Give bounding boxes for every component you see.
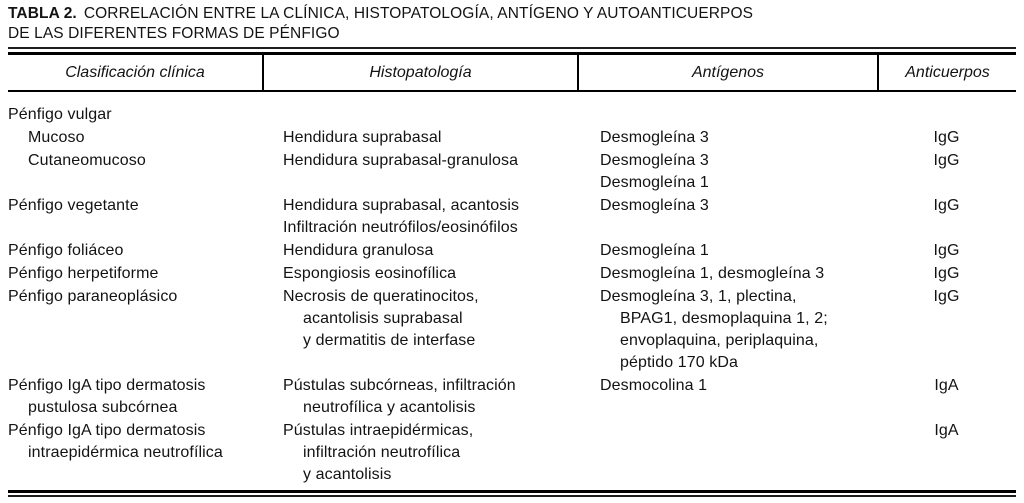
cell-histopatologia: [262, 263, 577, 285]
table-row: [8, 150, 1016, 194]
table-row: [8, 240, 1016, 262]
cell-line: Pénfigo herpetiforme: [8, 265, 159, 282]
cell-line: IgG: [933, 288, 960, 305]
cell-histopatologia: [262, 195, 577, 239]
cell-line: IgA: [934, 377, 959, 394]
cell-line: Infiltración neutrófilos/eosinófilos: [283, 219, 518, 236]
cell-line: Cutaneomucoso: [28, 152, 146, 169]
table-caption-text: CORRELACIÓN ENTRE LA CLÍNICA, HISTOPATOLOGÍA, ANTÍGENO Y AUTOANTICUERPOS: [83, 5, 754, 22]
cell-anticuerpos: [877, 286, 1016, 374]
bottom-rule-thick: [8, 490, 1016, 493]
cell-line: Desmogleína 3: [600, 129, 709, 146]
cell-line: Desmogleína 3: [600, 152, 709, 169]
cell-antigenos: [577, 240, 877, 262]
cell-line: envoplaquina, periplaquina,: [620, 332, 819, 349]
table-row: [8, 195, 1016, 239]
cell-antigenos: [577, 104, 877, 126]
cell-line: IgG: [933, 152, 960, 169]
cell-line: Pénfigo paraneoplásico: [8, 288, 178, 305]
cell-antigenos: [577, 150, 877, 194]
cell-line: Hendidura suprabasal-granulosa: [283, 152, 519, 169]
cell-clasificacion: [8, 195, 262, 239]
table-header-row: [8, 55, 1016, 92]
cell-line: IgG: [933, 265, 960, 282]
cell-line: pustulosa subcórnea: [28, 399, 178, 416]
cell-anticuerpos: [877, 375, 1016, 419]
cell-line: y dermatitis de interfase: [303, 332, 476, 349]
column-header-anticuerpos: Anticuerpos: [877, 55, 1016, 90]
cell-clasificacion: [8, 286, 262, 374]
cell-line: Hendidura granulosa: [283, 242, 434, 259]
table-caption: [8, 4, 1024, 44]
cell-antigenos: [577, 286, 877, 374]
cell-line: Desmogleína 1, desmogleína 3: [600, 265, 825, 282]
cell-line: BPAG1, desmoplaquina 1, 2;: [620, 310, 828, 327]
table-caption-line2: DE LAS DIFERENTES FORMAS DE PÉNFIGO: [8, 25, 340, 42]
cell-histopatologia: [262, 375, 577, 419]
cell-antigenos: [577, 127, 877, 149]
table-row: [8, 104, 1016, 126]
cell-line: Desmocolina 1: [600, 377, 708, 394]
column-header-clasificacion-clinica: Clasificación clínica: [65, 64, 205, 81]
pemphigus-correlation-table-figure: [0, 4, 1024, 503]
cell-line: y acantolisis: [303, 466, 392, 483]
cell-line: péptido 170 kDa: [620, 354, 739, 371]
cell-antigenos: [577, 375, 877, 419]
cell-anticuerpos: [877, 263, 1016, 285]
cell-line: neutrofílica y acantolisis: [303, 399, 476, 416]
cell-anticuerpos: [877, 104, 1016, 126]
table-caption-line1: [8, 4, 1024, 24]
cell-clasificacion: [8, 263, 262, 285]
cell-clasificacion: [8, 127, 262, 149]
cell-histopatologia: [262, 150, 577, 194]
cell-antigenos: [577, 263, 877, 285]
table-row: [8, 263, 1016, 285]
cell-histopatologia: [262, 240, 577, 262]
cell-clasificacion: [8, 104, 262, 126]
table-row: [8, 375, 1016, 419]
cell-antigenos: [577, 420, 877, 486]
cell-histopatologia: [262, 104, 577, 126]
cell-clasificacion: [8, 150, 262, 194]
cell-line: IgA: [934, 422, 959, 439]
cell-clasificacion: [8, 240, 262, 262]
cell-antigenos: [577, 195, 877, 239]
cell-line: Pénfigo foliáceo: [8, 242, 124, 259]
cell-line: Desmogleína 3, 1, plectina,: [600, 288, 797, 305]
cell-line: infiltración neutrofílica: [303, 444, 461, 461]
bottom-rule-thin: [8, 495, 1016, 497]
cell-line: IgG: [933, 129, 960, 146]
cell-line: Pénfigo vulgar: [8, 106, 112, 123]
cell-anticuerpos: [877, 150, 1016, 194]
cell-line: Pústulas intraepidérmicas,: [283, 422, 474, 439]
cell-line: Hendidura suprabasal, acantosis: [283, 197, 520, 214]
cell-anticuerpos: [877, 240, 1016, 262]
cell-clasificacion: [8, 420, 262, 486]
cell-line: Pústulas subcórneas, infiltración: [283, 377, 516, 394]
cell-anticuerpos: [877, 420, 1016, 486]
cell-histopatologia: [262, 420, 577, 486]
cell-clasificacion: [8, 375, 262, 419]
cell-line: IgG: [933, 242, 960, 259]
column-header-antigenos: Antígenos: [577, 55, 877, 90]
cell-line: Pénfigo vegetante: [8, 197, 139, 214]
cell-line: Pénfigo IgA tipo dermatosis: [8, 422, 206, 439]
cell-anticuerpos: [877, 127, 1016, 149]
column-header-histopatologia: Histopatología: [262, 55, 577, 90]
cell-line: Desmogleína 1: [600, 174, 709, 191]
table-row: [8, 420, 1016, 486]
cell-line: IgG: [933, 197, 960, 214]
cell-histopatologia: [262, 127, 577, 149]
cell-line: Pénfigo IgA tipo dermatosis: [8, 377, 206, 394]
table-row: [8, 127, 1016, 149]
cell-line: Necrosis de queratinocitos,: [283, 288, 479, 305]
cell-histopatologia: [262, 286, 577, 374]
table-row: [8, 286, 1016, 374]
table-caption-label: TABLA 2.: [8, 5, 77, 22]
cell-line: Espongiosis eosinofílica: [283, 265, 457, 282]
table-body: [8, 104, 1016, 486]
cell-line: Hendidura suprabasal: [283, 129, 442, 146]
cell-line: Desmogleína 1: [600, 242, 709, 259]
top-rule-thin: [8, 47, 1016, 49]
cell-anticuerpos: [877, 195, 1016, 239]
cell-line: intraepidérmica neutrofílica: [28, 444, 223, 461]
cell-line: Mucoso: [28, 129, 85, 146]
cell-line: Desmogleína 3: [600, 197, 709, 214]
cell-line: acantolisis suprabasal: [303, 310, 463, 327]
